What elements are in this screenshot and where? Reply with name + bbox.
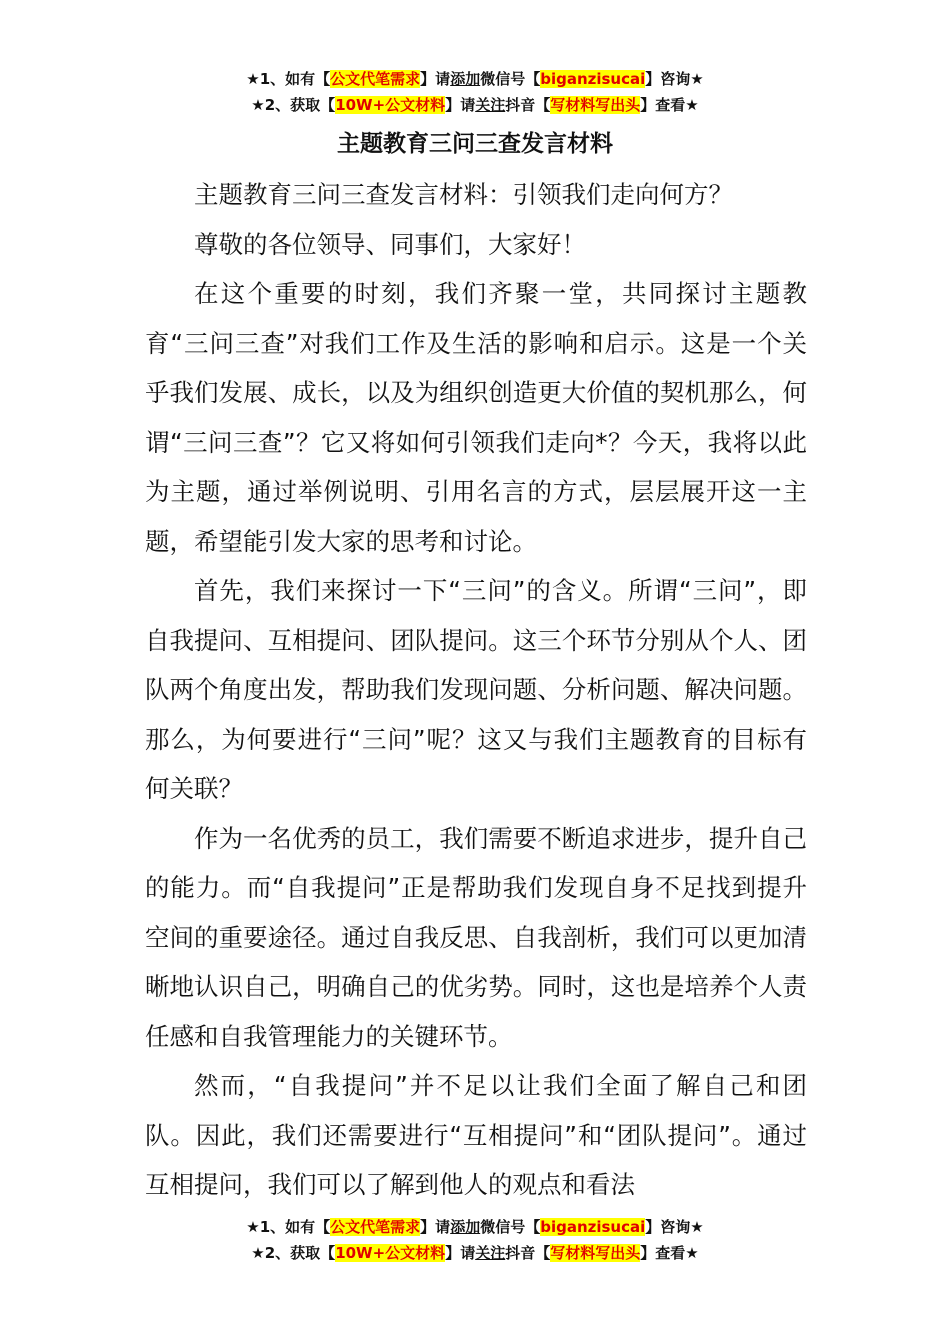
top-notice-banner bbox=[0, 66, 950, 118]
body-paragraph: 在这个重要的时刻，我们齐聚一堂，共同探讨主题教育“三问三查”对我们工作及生活的影响和启示。这是一个关乎我们发展、成长，以及为组织创造更大价值的契机那么，何谓“三问三查”？它又将如何引领我们走向*？今天，我将以此为主题，通过举例说明、引用名言的方式，层层展开这一主题，希望能引发大家的思考和讨论。 bbox=[145, 279, 807, 556]
notice-text: 抖音【 bbox=[505, 1244, 551, 1262]
notice-line-1 bbox=[0, 66, 950, 92]
notice-text: 】咨询★ bbox=[645, 70, 704, 88]
bottom-notice-banner bbox=[0, 1214, 950, 1266]
notice-text: ★1、如有【 bbox=[246, 70, 331, 88]
notice-text: ★2、获取【 bbox=[251, 96, 336, 114]
body-paragraph: 作为一名优秀的员工，我们需要不断追求进步，提升自己的能力。而“自我提问”正是帮助我们发现自身不足找到提升空间的重要途径。通过自我反思、自我剖析，我们可以更加清晰地认识自己，明确自己的优劣势。同时，这也是培养个人责任感和自我管理能力的关键环节。 bbox=[145, 823, 807, 1051]
notice-text: 】请 bbox=[445, 96, 476, 114]
body-paragraph: 首先，我们来探讨一下“三问”的含义。所谓“三问”，即自我提问、互相提问、团队提问。这三个环节分别从个人、团队两个角度出发，帮助我们发现问题、分析问题、解决问题。那么，为何要进行“三问”呢？这又与我们主题教育的目标有何关联？ bbox=[145, 576, 807, 803]
notice-line-1 bbox=[0, 1214, 950, 1240]
notice-highlight: 公文代笔需求 bbox=[330, 70, 421, 88]
notice-emphasis: 添加 bbox=[450, 1218, 481, 1236]
document-body bbox=[145, 170, 807, 1210]
notice-highlight: 写材料写出头 bbox=[550, 96, 641, 114]
body-paragraph: 主题教育三问三查发言材料：引领我们走向何方？ bbox=[194, 180, 733, 209]
notice-text: 】请 bbox=[445, 1244, 476, 1262]
notice-line-2 bbox=[0, 1240, 950, 1266]
notice-emphasis: 关注 bbox=[475, 96, 506, 114]
notice-highlight: 公文代笔需求 bbox=[330, 1218, 421, 1236]
notice-highlight: 10W+公文材料 bbox=[335, 1244, 446, 1262]
notice-text: 】查看★ bbox=[640, 1244, 699, 1262]
notice-emphasis: 关注 bbox=[475, 1244, 506, 1262]
notice-highlight: biganzisucai bbox=[540, 70, 646, 88]
notice-highlight: biganzisucai bbox=[540, 1218, 646, 1236]
notice-text: 】请 bbox=[420, 1218, 451, 1236]
notice-text: 】咨询★ bbox=[645, 1218, 704, 1236]
notice-text: 抖音【 bbox=[505, 96, 551, 114]
notice-highlight: 写材料写出头 bbox=[550, 1244, 641, 1262]
notice-text: ★1、如有【 bbox=[246, 1218, 331, 1236]
notice-text: ★2、获取【 bbox=[251, 1244, 336, 1262]
notice-text: 】查看★ bbox=[640, 96, 699, 114]
notice-text: 微信号【 bbox=[480, 1218, 541, 1236]
document-title: 主题教育三问三查发言材料 bbox=[337, 131, 613, 157]
notice-highlight: 10W+公文材料 bbox=[335, 96, 446, 114]
notice-emphasis: 添加 bbox=[450, 70, 481, 88]
body-paragraph: 尊敬的各位领导、同事们，大家好！ bbox=[194, 229, 586, 259]
notice-text: 】请 bbox=[420, 70, 451, 88]
body-paragraph: 然而，“自我提问”并不足以让我们全面了解自己和团队。因此，我们还需要进行“互相提问”和“团队提问”。通过互相提问，我们可以了解到他人的观点和看法 bbox=[145, 1071, 807, 1199]
notice-line-2 bbox=[0, 92, 950, 118]
notice-text: 微信号【 bbox=[480, 70, 541, 88]
